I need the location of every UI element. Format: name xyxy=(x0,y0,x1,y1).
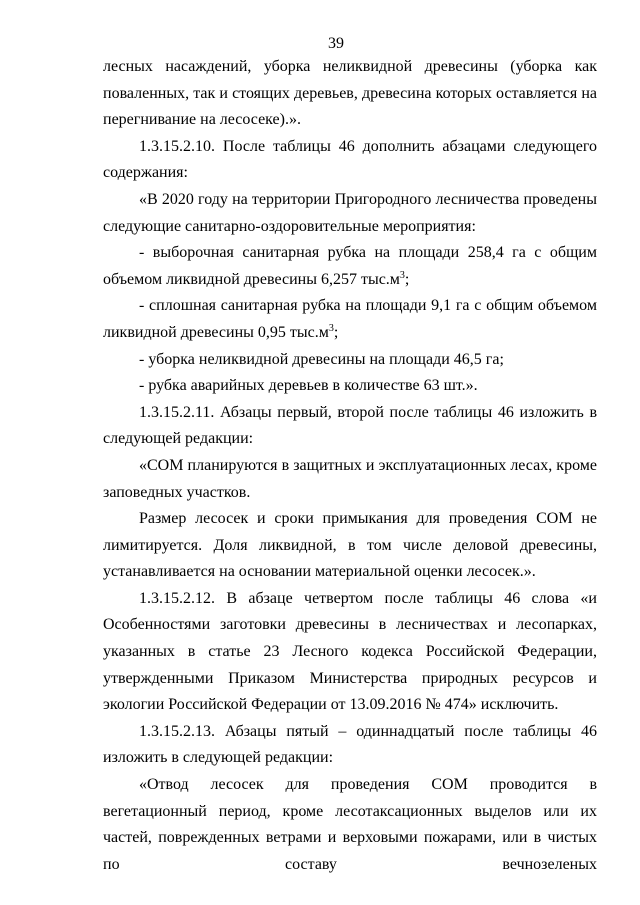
paragraph-2: 1.3.15.2.10. После таблицы 46 дополнить абзацами следующего содержания: xyxy=(103,137,597,182)
paragraph-10: Размер лесосек и сроки примыкания для проведения СОМ не лимитируется. Доля ликвидной, в том числе деловой древесины, устанавливается на основании материальной оценки лесосек.». xyxy=(103,510,597,581)
superscript-3: 3 xyxy=(399,269,405,281)
paragraph-4 xyxy=(103,240,597,293)
paragraph-8: 1.3.15.2.11. Абзацы первый, второй после таблицы 46 изложить в следующей редакции: xyxy=(103,403,597,448)
page-number: 39 xyxy=(328,35,344,52)
document-body xyxy=(103,54,597,878)
paragraph-7: - рубка аварийных деревьев в количестве 63 шт.». xyxy=(139,377,478,395)
paragraph-9: «СОМ планируются в защитных и эксплуатационных лесах, кроме заповедных участков. xyxy=(103,456,597,501)
paragraph-3: «В 2020 году на территории Пригородного лесничества проведены следующие санитарно-оздоровительные мероприятия: xyxy=(103,190,597,235)
paragraph-5-text: - сплошная санитарная рубка на площади 9,1 га с общим объемом ликвидной древесины 0,95 тыс.м xyxy=(103,297,597,341)
paragraph-5 xyxy=(103,293,597,346)
superscript-3: 3 xyxy=(328,322,334,334)
paragraph-13: «Отвод лесосек для проведения СОМ проводится в вегетационный период, кроме лесотаксационных выделов или их частей, поврежденных ветрами и верховыми пожарами, или в чистых по составу вечнозеленых xyxy=(103,776,597,873)
paragraph-4-tail: ; xyxy=(404,270,410,288)
paragraph-12: 1.3.15.2.13. Абзацы пятый – одиннадцатый после таблицы 46 изложить в следующей редакции: xyxy=(103,722,597,767)
paragraph-6: - уборка неликвидной древесины на площади 46,5 га; xyxy=(139,350,504,368)
paragraph-11: 1.3.15.2.12. В абзаце четвертом после таблицы 46 слова «и Особенностями заготовки древесины в лесничествах и лесопарках, указанных в статье 23 Лесного кодекса Российской Федерации, утвержденными Приказом Министерства природных ресурсов и экологии Российской Федерации от 13.09.2016 № 474» исключить. xyxy=(103,589,597,714)
paragraph-4-text: - выборочная санитарная рубка на площади 258,4 га с общим объемом ликвидной древесины 6,257 тыс.м xyxy=(103,244,597,288)
paragraph-5-tail: ; xyxy=(333,323,339,341)
paragraph-1: лесных насаждений, уборка неликвидной древесины (уборка как поваленных, так и стоящих деревьев, древесина которых оставляется на перегнивание на лесосеке).». xyxy=(103,58,597,129)
